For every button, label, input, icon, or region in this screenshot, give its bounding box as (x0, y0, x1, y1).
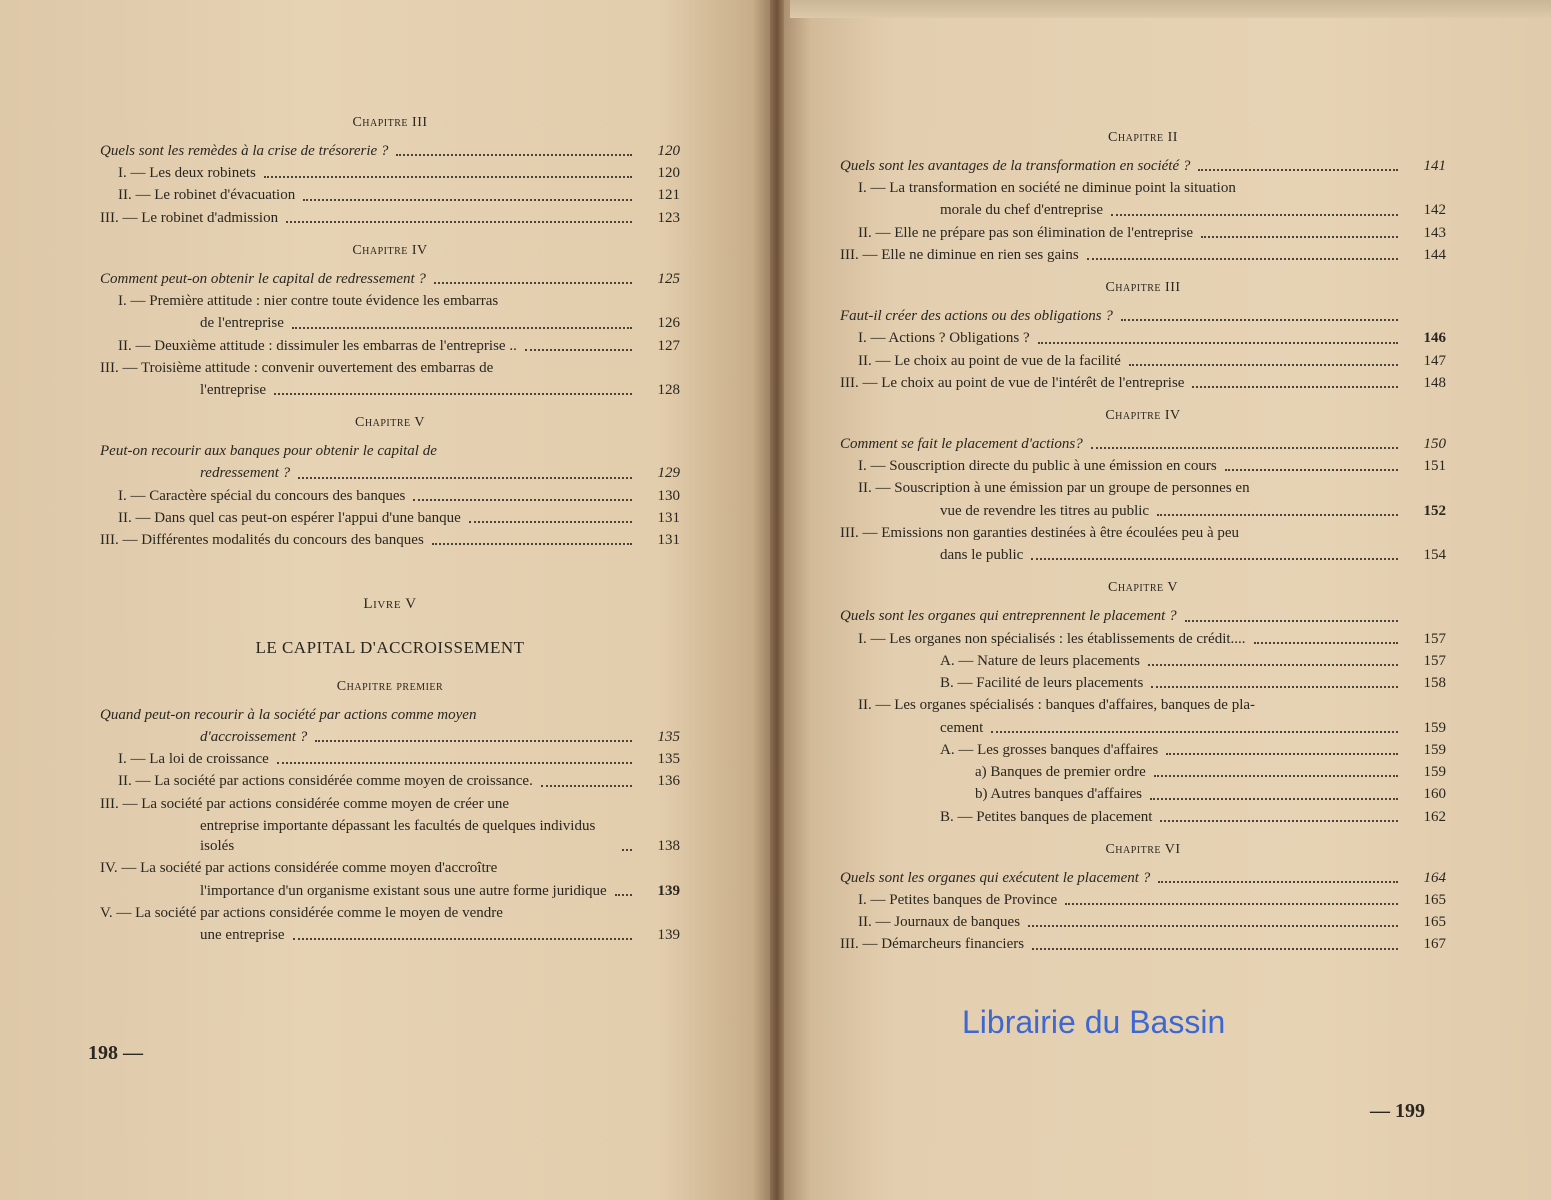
leader-dots (277, 762, 632, 764)
left-page-number: 198 — (88, 1042, 143, 1064)
leader-dots (1160, 820, 1398, 822)
toc-entry (840, 351, 1446, 371)
leader-dots (396, 154, 632, 156)
toc-entry-continuation: l'entreprise (200, 382, 267, 399)
toc-entry-label: I. — Petites banques de Province (858, 891, 1058, 908)
toc-entry (100, 530, 680, 550)
leader-dots (1158, 881, 1398, 883)
toc-page-number: 125 (657, 270, 680, 287)
chapter-heading: Chapitre II (1108, 130, 1178, 145)
toc-entry-label: B. — Facilité de leurs placements (940, 675, 1144, 692)
toc-entry (840, 223, 1446, 243)
toc-entry-label: II. — Le choix au point de vue de la facilité (858, 352, 1121, 369)
leader-dots (434, 282, 632, 284)
toc-entry (840, 606, 1446, 626)
toc-entry-label: A. — Les grosses banques d'affaires (940, 741, 1159, 758)
toc-entry (100, 163, 680, 183)
leader-dots (1031, 558, 1398, 560)
toc-entry (840, 784, 1446, 804)
toc-entry-continuation: d'accroissement ? (200, 728, 308, 745)
toc-entry-label: Peut-on recourir aux banques pour obtenir le capital de (100, 443, 437, 460)
chapter-heading: Chapitre V (1108, 580, 1178, 596)
toc-entry-label: III. — Le robinet d'admission (100, 209, 279, 226)
toc-entry-label: III. — Différentes modalités du concours des banques (100, 532, 424, 549)
toc-page-number: 126 (657, 315, 680, 332)
toc-entry (100, 794, 680, 857)
toc-page-number: 152 (1423, 502, 1446, 519)
leader-dots (1150, 798, 1398, 800)
toc-page-number: 148 (1423, 374, 1446, 391)
toc-entry-continuation: entreprise importante dépassant les facultés de quelques individus isolés (200, 817, 596, 854)
toc-entry (840, 807, 1446, 827)
toc-entry (100, 141, 680, 161)
leader-dots (1198, 169, 1398, 171)
toc-entry-label: I. — Première attitude : nier contre toute évidence les embarras (118, 293, 499, 310)
right-toc (840, 115, 1446, 957)
toc-page-number: 142 (1423, 202, 1446, 219)
toc-entry (840, 306, 1446, 326)
toc-entry-label: b) Autres banques d'affaires (975, 786, 1142, 803)
toc-page-number: 121 (657, 187, 680, 204)
chapter-heading: Chapitre premier (336, 678, 444, 694)
toc-page-number: 154 (1423, 547, 1446, 564)
toc-page-number: 139 (657, 882, 680, 899)
toc-page-number: 139 (657, 927, 680, 943)
toc-entry-label: A. — Nature de leurs placements (940, 652, 1140, 669)
toc-entry-continuation: cement (940, 719, 984, 736)
leader-dots (525, 349, 632, 351)
toc-entry-label: Comment peut-on obtenir le capital de redressement ? (100, 270, 426, 287)
toc-entry-label: II. — Le robinet d'évacuation (118, 187, 296, 204)
toc-page-number: 146 (1423, 330, 1446, 347)
leader-dots (292, 327, 632, 329)
leader-dots (274, 393, 632, 395)
toc-entry-continuation: dans le public (940, 547, 1024, 564)
leader-dots (432, 543, 632, 545)
leader-dots (1254, 642, 1398, 644)
toc-page-number: 167 (1423, 936, 1446, 953)
leader-dots (622, 849, 632, 851)
toc-entry (100, 208, 680, 228)
toc-page-number: 120 (657, 142, 680, 159)
leader-dots (264, 176, 632, 178)
toc-entry (840, 651, 1446, 671)
toc-entry-label: II. — Deuxième attitude : dissimuler les embarras de l'entreprise .. (118, 337, 517, 354)
toc-entry-continuation: l'importance d'un organisme existant sous une autre forme juridique (200, 882, 607, 899)
leader-dots (1038, 342, 1398, 344)
toc-page-number: 135 (657, 751, 680, 767)
toc-entry-label: III. — Troisième attitude : convenir ouvertement des embarras de (100, 359, 494, 376)
toc-page-number: 131 (657, 532, 680, 549)
toc-page-number: 158 (1423, 675, 1446, 692)
toc-entry-label: II. — Journaux de banques (858, 914, 1021, 931)
toc-entry-label: I. — Les deux robinets (118, 165, 256, 182)
toc-page-number: 159 (1423, 764, 1446, 781)
leader-dots (1065, 903, 1398, 905)
toc-entry (840, 890, 1446, 910)
leader-dots (1129, 364, 1398, 366)
toc-page-number: 165 (1423, 891, 1446, 908)
leader-dots (315, 740, 632, 742)
toc-page-number: 136 (657, 773, 680, 790)
toc-entry (100, 441, 680, 484)
toc-page-number: 159 (1423, 741, 1446, 758)
leader-dots (1192, 386, 1398, 388)
toc-entry (840, 178, 1446, 221)
toc-entry-label: III. — Démarcheurs financiers (840, 936, 1025, 953)
toc-entry-label: Quels sont les organes qui exécutent le placement ? (840, 869, 1151, 886)
toc-entry (840, 673, 1446, 693)
toc-entry-label: Quand peut-on recourir à la société par actions comme moyen (100, 706, 477, 723)
toc-entry-label: III. — Elle ne diminue en rien ses gains (840, 246, 1079, 263)
toc-entry (840, 629, 1446, 649)
toc-entry (100, 486, 680, 506)
toc-entry-label: II. — La société par actions considérée comme moyen de croissance. (118, 773, 533, 790)
leader-dots (615, 894, 632, 896)
toc-entry-continuation: une entreprise (200, 927, 285, 943)
toc-page-number: 131 (657, 509, 680, 526)
toc-page-number: 129 (657, 465, 680, 482)
toc-entry-label: a) Banques de premier ordre (975, 764, 1146, 781)
leader-dots (1032, 948, 1398, 950)
toc-entry-label: II. — Les organes spécialisés : banques d'affaires, banques de pla- (858, 697, 1256, 714)
toc-entry-label: Faut-il créer des actions ou des obligations ? (840, 308, 1113, 325)
leader-dots (991, 731, 1398, 733)
leader-dots (413, 499, 632, 501)
toc-entry-continuation: redressement ? (200, 465, 291, 482)
leader-dots (1111, 214, 1398, 216)
toc-page-number: 157 (1423, 652, 1446, 669)
toc-page-number: 130 (657, 487, 680, 504)
toc-page-number: 157 (1423, 630, 1446, 647)
toc-entry (100, 858, 680, 901)
toc-entry (840, 762, 1446, 782)
toc-page-number: 147 (1423, 352, 1446, 369)
toc-entry-label: V. — La société par actions considérée comme le moyen de vendre (100, 904, 503, 921)
toc-page-number: 165 (1423, 914, 1446, 931)
toc-page-number: 120 (657, 165, 680, 182)
leader-dots (1154, 775, 1398, 777)
toc-entry (840, 868, 1446, 888)
chapter-heading: Chapitre V (355, 415, 425, 431)
toc-entry (840, 478, 1446, 521)
toc-entry-label: I. — Souscription directe du public à une émission en cours (858, 458, 1217, 475)
toc-page-number: 144 (1423, 246, 1446, 263)
toc-page-number: 164 (1423, 869, 1446, 886)
toc-entry-label: Comment se fait le placement d'actions? (840, 435, 1083, 452)
leader-dots (1121, 319, 1398, 321)
toc-entry-label: III. — La société par actions considérée comme moyen de créer une (100, 795, 509, 812)
watermark: Librairie du Bassin (962, 1004, 1226, 1040)
leader-dots (1151, 686, 1398, 688)
leader-dots (1087, 258, 1398, 260)
toc-entry (100, 185, 680, 205)
leader-dots (286, 221, 632, 223)
toc-entry (840, 523, 1446, 566)
toc-entry (840, 695, 1446, 738)
toc-entry-continuation: de l'entreprise (200, 315, 284, 332)
toc-entry (840, 373, 1446, 393)
leader-dots (1166, 753, 1398, 755)
leader-dots (541, 785, 632, 787)
toc-entry (100, 903, 680, 946)
leader-dots (469, 521, 632, 523)
toc-entry-continuation: vue de revendre les titres au public (940, 502, 1150, 519)
right-page-number: — 199 (1370, 1100, 1425, 1122)
leader-dots (293, 938, 632, 940)
toc-entry (840, 740, 1446, 760)
toc-entry-label: I. — La loi de croissance (118, 751, 269, 767)
toc-entry (100, 291, 680, 334)
toc-entry (840, 434, 1446, 454)
toc-entry-label: B. — Petites banques de placement (940, 808, 1153, 825)
toc-entry (100, 771, 680, 791)
leader-dots (298, 477, 632, 479)
toc-entry-label: Quels sont les organes qui entreprennent le placement ? (840, 608, 1177, 625)
toc-entry-label: II. — Dans quel cas peut-on espérer l'appui d'une banque (118, 509, 461, 526)
toc-page-number: 138 (657, 838, 680, 854)
toc-entry-label: III. — Le choix au point de vue de l'intérêt de l'entreprise (840, 374, 1185, 391)
toc-entry-label: I. — Actions ? Obligations ? (858, 330, 1030, 347)
toc-entry-label: Quels sont les avantages de la transformation en société ? (840, 157, 1191, 174)
chapter-heading: Chapitre IV (1105, 408, 1181, 424)
leader-dots (1225, 469, 1398, 471)
book-gutter (770, 0, 784, 1200)
toc-entry-label: II. — Souscription à une émission par un groupe de personnes en (858, 480, 1250, 497)
toc-entry-label: I. — La transformation en société ne diminue point la situation (858, 180, 1236, 197)
toc-page-number: 151 (1423, 458, 1446, 475)
toc-page-number: 159 (1423, 719, 1446, 736)
toc-entry (840, 912, 1446, 932)
left-toc (100, 100, 680, 947)
toc-entry-label: II. — Elle ne prépare pas son élimination de l'entreprise (858, 224, 1194, 241)
toc-entry (100, 508, 680, 528)
chapter-heading: Chapitre III (1105, 280, 1181, 296)
toc-page-number: 123 (657, 209, 680, 226)
toc-entry-label: III. — Emissions non garanties destinées à être écoulées peu à peu (840, 524, 1240, 541)
toc-entry-label: Quels sont les remèdes à la crise de trésorerie ? (100, 142, 389, 159)
toc-page-number: 127 (657, 337, 680, 354)
toc-entry (840, 328, 1446, 348)
leader-dots (1148, 664, 1398, 666)
toc-page-number: 160 (1423, 786, 1446, 803)
toc-entry (100, 749, 680, 769)
part-title: LE CAPITAL D'ACCROISSEMENT (255, 637, 525, 657)
chapter-heading: Chapitre III (352, 115, 428, 130)
book-part-label: Livre V (363, 596, 417, 613)
toc-entry (100, 336, 680, 356)
toc-entry (100, 358, 680, 401)
toc-entry (840, 934, 1446, 954)
toc-entry-label: IV. — La société par actions considérée comme moyen d'accroître (100, 860, 498, 877)
toc-page-number: 162 (1423, 808, 1446, 825)
toc-entry (840, 456, 1446, 476)
toc-entry (100, 269, 680, 289)
chapter-heading: Chapitre VI (1105, 841, 1181, 857)
toc-entry-continuation: morale du chef d'entreprise (940, 202, 1104, 219)
toc-entry (840, 156, 1446, 176)
toc-entry-label: I. — Caractère spécial du concours des banques (118, 487, 406, 504)
leader-dots (1091, 447, 1398, 449)
toc-entry-label: I. — Les organes non spécialisés : les établissements de crédit.... (858, 630, 1246, 647)
toc-page-number: 135 (657, 728, 680, 745)
leader-dots (303, 199, 632, 201)
leader-dots (1201, 236, 1398, 238)
toc-entry (100, 705, 680, 748)
leader-dots (1185, 620, 1398, 622)
toc-page-number: 143 (1423, 224, 1446, 241)
toc-page-number: 128 (657, 382, 680, 399)
leader-dots (1028, 925, 1398, 927)
toc-page-number: 141 (1423, 157, 1446, 174)
chapter-heading: Chapitre IV (352, 242, 428, 258)
toc-entry (840, 245, 1446, 265)
toc-page-number: 150 (1423, 435, 1446, 452)
page-edge (790, 0, 1551, 18)
leader-dots (1157, 514, 1398, 516)
